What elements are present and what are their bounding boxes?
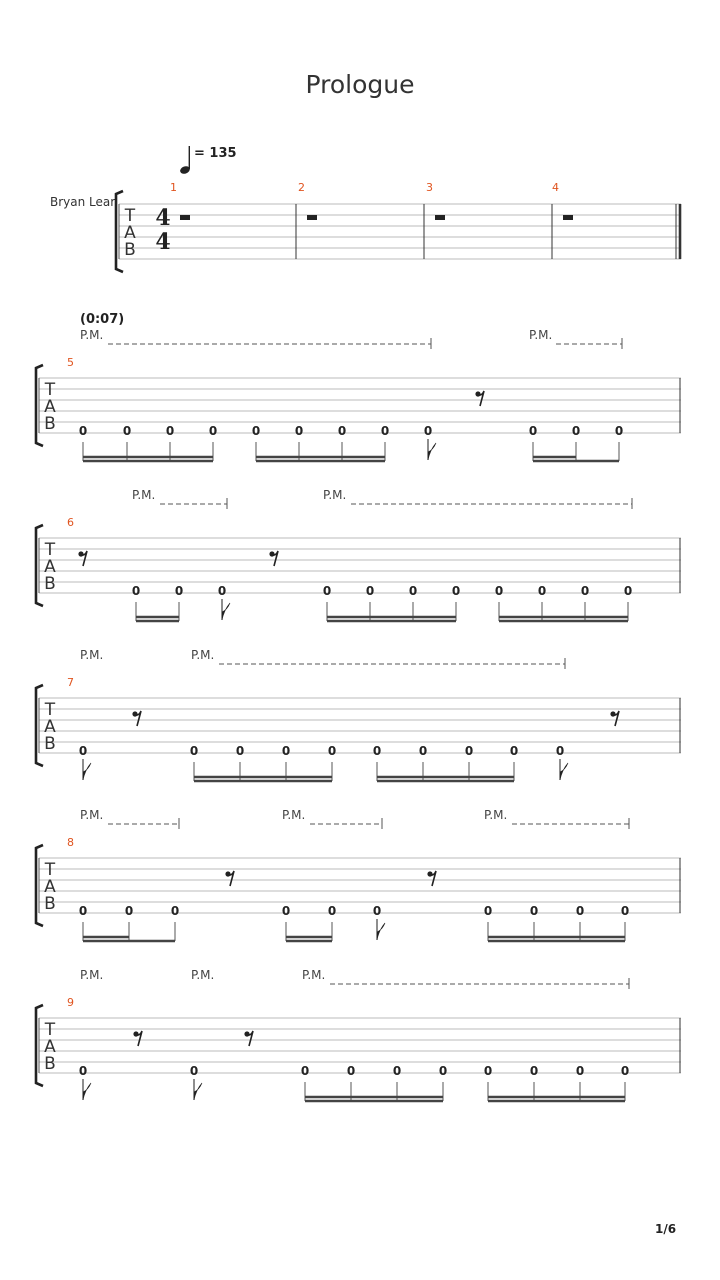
tab-clef-letter: A bbox=[44, 877, 56, 897]
palm-mute-label: P.M. bbox=[191, 968, 215, 982]
fret-number: 0 bbox=[380, 424, 390, 438]
time-signature-top: 4 bbox=[155, 205, 171, 231]
tab-clef-letter: B bbox=[44, 1054, 56, 1074]
tab-clef-letter: T bbox=[44, 380, 56, 400]
fret-number: 0 bbox=[372, 904, 382, 918]
section-time: (0:07) bbox=[80, 312, 125, 327]
fret-number: 0 bbox=[555, 744, 565, 758]
fret-number: 0 bbox=[337, 424, 347, 438]
tempo-value: = 135 bbox=[194, 146, 237, 161]
fret-number: 0 bbox=[580, 584, 590, 598]
tab-clef-letter: T bbox=[44, 860, 56, 880]
fret-number: 0 bbox=[78, 904, 88, 918]
bar-number: 3 bbox=[426, 181, 433, 194]
bar-number: 7 bbox=[67, 676, 74, 689]
bar-number: 5 bbox=[67, 356, 74, 369]
fret-number: 0 bbox=[131, 584, 141, 598]
tab-clef-letter: A bbox=[44, 1037, 56, 1057]
fret-number: 0 bbox=[251, 424, 261, 438]
fret-number: 0 bbox=[281, 744, 291, 758]
fret-number: 0 bbox=[170, 904, 180, 918]
tab-clef-letter: A bbox=[44, 397, 56, 417]
bar-rest-icon bbox=[307, 215, 317, 220]
fret-number: 0 bbox=[122, 424, 132, 438]
fret-number: 0 bbox=[483, 904, 493, 918]
fret-number: 0 bbox=[365, 584, 375, 598]
bar-number: 2 bbox=[298, 181, 305, 194]
palm-mute-label: P.M. bbox=[282, 808, 306, 822]
fret-number: 0 bbox=[614, 424, 624, 438]
fret-number: 0 bbox=[571, 424, 581, 438]
palm-mute-label: P.M. bbox=[80, 648, 104, 662]
tab-clef-letter: B bbox=[44, 734, 56, 754]
eighth-flag-icon bbox=[377, 923, 385, 940]
fret-number: 0 bbox=[189, 744, 199, 758]
tab-clef-letter: A bbox=[44, 717, 56, 737]
fret-number: 0 bbox=[438, 1064, 448, 1078]
fret-number: 0 bbox=[294, 424, 304, 438]
bar-number: 9 bbox=[67, 996, 74, 1009]
tab-clef-letter: B bbox=[44, 574, 56, 594]
fret-number: 0 bbox=[623, 584, 633, 598]
eighth-flag-icon bbox=[222, 603, 230, 620]
fret-number: 0 bbox=[78, 744, 88, 758]
fret-number: 0 bbox=[494, 584, 504, 598]
tab-clef-letter: T bbox=[44, 540, 56, 560]
page-number: 1/6 bbox=[655, 1222, 677, 1236]
bar-number: 4 bbox=[552, 181, 559, 194]
tab-clef-letter: T bbox=[44, 1020, 56, 1040]
bar-rest-icon bbox=[180, 215, 190, 220]
bar-rest-icon bbox=[563, 215, 573, 220]
fret-number: 0 bbox=[423, 424, 433, 438]
palm-mute-label: P.M. bbox=[80, 968, 104, 982]
fret-number: 0 bbox=[451, 584, 461, 598]
palm-mute-label: P.M. bbox=[191, 648, 215, 662]
fret-number: 0 bbox=[78, 424, 88, 438]
eighth-flag-icon bbox=[83, 1083, 91, 1100]
fret-number: 0 bbox=[537, 584, 547, 598]
instrument-name: Bryan Lear bbox=[50, 195, 116, 209]
bar-number: 8 bbox=[67, 836, 74, 849]
fret-number: 0 bbox=[217, 584, 227, 598]
fret-number: 0 bbox=[464, 744, 474, 758]
fret-number: 0 bbox=[327, 904, 337, 918]
fret-number: 0 bbox=[418, 744, 428, 758]
bar-number: 6 bbox=[67, 516, 74, 529]
palm-mute-label: P.M. bbox=[80, 808, 104, 822]
palm-mute-label: P.M. bbox=[323, 488, 347, 502]
page-title: Prologue bbox=[305, 70, 415, 99]
tab-clef-letter: A bbox=[124, 223, 136, 243]
fret-number: 0 bbox=[408, 584, 418, 598]
tab-clef-letter: B bbox=[44, 414, 56, 434]
fret-number: 0 bbox=[208, 424, 218, 438]
time-signature-bottom: 4 bbox=[155, 229, 171, 255]
fret-number: 0 bbox=[528, 424, 538, 438]
eighth-flag-icon bbox=[560, 763, 568, 780]
tab-clef-letter: T bbox=[124, 206, 136, 226]
fret-number: 0 bbox=[346, 1064, 356, 1078]
tab-clef-letter: T bbox=[44, 700, 56, 720]
palm-mute-label: P.M. bbox=[484, 808, 508, 822]
palm-mute-label: P.M. bbox=[80, 328, 104, 342]
fret-number: 0 bbox=[189, 1064, 199, 1078]
fret-number: 0 bbox=[620, 1064, 630, 1078]
fret-number: 0 bbox=[300, 1064, 310, 1078]
fret-number: 0 bbox=[483, 1064, 493, 1078]
bar-number: 1 bbox=[170, 181, 177, 194]
fret-number: 0 bbox=[124, 904, 134, 918]
eighth-flag-icon bbox=[428, 443, 436, 460]
fret-number: 0 bbox=[392, 1064, 402, 1078]
palm-mute-label: P.M. bbox=[302, 968, 326, 982]
tab-clef-letter: A bbox=[44, 557, 56, 577]
bar-rest-icon bbox=[435, 215, 445, 220]
fret-number: 0 bbox=[165, 424, 175, 438]
fret-number: 0 bbox=[529, 904, 539, 918]
tab-clef-letter: B bbox=[44, 894, 56, 914]
fret-number: 0 bbox=[322, 584, 332, 598]
fret-number: 0 bbox=[281, 904, 291, 918]
palm-mute-label: P.M. bbox=[132, 488, 156, 502]
eighth-flag-icon bbox=[83, 763, 91, 780]
eighth-flag-icon bbox=[194, 1083, 202, 1100]
fret-number: 0 bbox=[78, 1064, 88, 1078]
fret-number: 0 bbox=[529, 1064, 539, 1078]
fret-number: 0 bbox=[620, 904, 630, 918]
fret-number: 0 bbox=[235, 744, 245, 758]
fret-number: 0 bbox=[509, 744, 519, 758]
fret-number: 0 bbox=[575, 904, 585, 918]
palm-mute-label: P.M. bbox=[529, 328, 553, 342]
fret-number: 0 bbox=[575, 1064, 585, 1078]
fret-number: 0 bbox=[372, 744, 382, 758]
tab-clef-letter: B bbox=[124, 240, 136, 260]
fret-number: 0 bbox=[327, 744, 337, 758]
fret-number: 0 bbox=[174, 584, 184, 598]
